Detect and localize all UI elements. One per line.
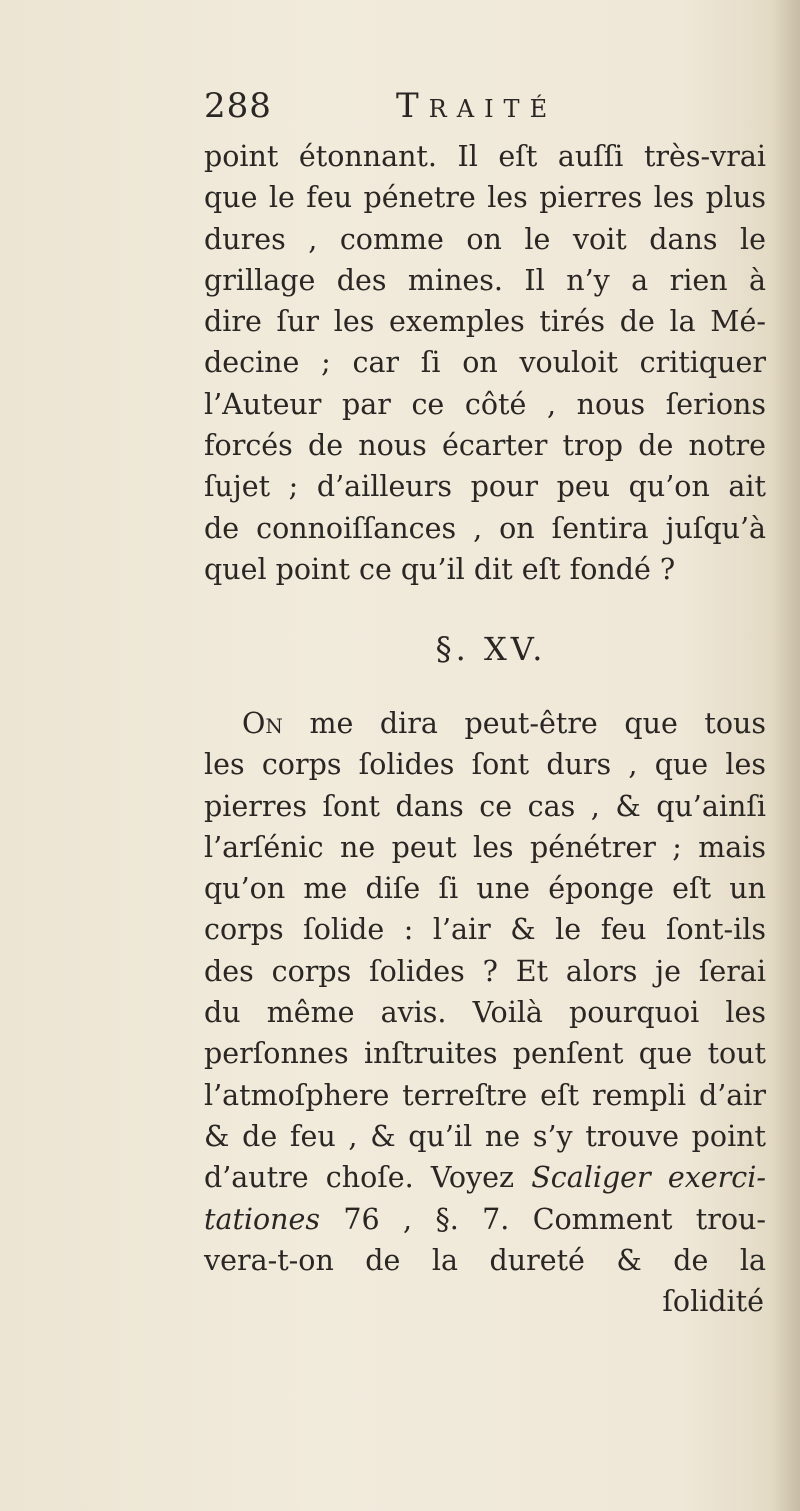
opening-word: On (242, 707, 283, 740)
text-line: des corps ſolides ? Et alors je ſerai (204, 954, 766, 988)
text-line: ſujet ; d’ailleurs pour peu qu’on ait (204, 470, 766, 504)
text-line: grillage des mines. Il n’y a rien à (204, 263, 766, 297)
citation-scaliger: Scaliger exerci- (531, 1161, 767, 1195)
text-line: pierres ſont dans ce cas , & qu’ainſi (204, 789, 766, 823)
catchword-line (204, 1281, 766, 1322)
text-line: dire ſur les exemples tirés de la Mé- (204, 305, 766, 339)
text-line: du même avis. Voilà pourquoi les (204, 996, 766, 1030)
running-head: Traité (396, 86, 558, 126)
text-line: & de feu , & qu’il ne s’y trouve point (204, 1119, 766, 1153)
text-line: corps ſolide : l’air & le feu ſont-ils (204, 913, 766, 947)
text-line-voyez (204, 1157, 766, 1198)
catchword: ſolidité (662, 1285, 764, 1319)
paragraph-2 (204, 703, 766, 1322)
section-heading: §. XV. (435, 630, 547, 668)
page-edge-shadow (772, 0, 800, 1511)
citation-tationes: tationes (204, 1202, 321, 1236)
text-line: decine ; car ſi on vouloit critiquer (204, 346, 766, 380)
text-line-tationes (204, 1199, 766, 1240)
text-line: dures , comme on le voit dans le (204, 222, 766, 256)
paragraph-1 (204, 136, 766, 590)
paragraph-2-first-line (204, 703, 766, 744)
first-line-rest: me dira peut-être que tous (282, 707, 766, 740)
text-line: point étonnant. Il eſt auſſi très-vrai (204, 140, 766, 173)
text-line: l’arſénic ne peut les pénétrer ; mais (204, 830, 766, 864)
text-line: de connoiſſances , on ſentira juſqu’à (204, 511, 766, 545)
text-line: forcés de nous écarter trop de notre (204, 429, 766, 463)
text-line-final: vera-t-on de la dureté & de la (204, 1243, 766, 1277)
page-header (204, 86, 764, 134)
text-line: qu’on me diſe ſi une éponge eſt un (204, 872, 766, 906)
text-line: quel point ce qu’il dit eſt fondé ? (204, 552, 676, 586)
text-line: l’atmoſphere terreſtre eſt rempli d’air (204, 1078, 766, 1112)
text-line: perſonnes inſtruites penſent que tout (204, 1037, 766, 1071)
text-line: que le feu pénetre les pierres les plus (204, 181, 766, 215)
tationes-rest: 76 , §. 7. Comment trou- (320, 1202, 766, 1236)
text-line: l’Auteur par ce côté , nous ſerions (204, 387, 766, 421)
paragraph-2-body-lines (204, 744, 766, 1157)
voyez-text: d’autre choſe. Voyez (204, 1161, 532, 1195)
text-line: les corps ſolides ſont durs , que les (204, 748, 766, 782)
page-number: 288 (204, 86, 272, 126)
